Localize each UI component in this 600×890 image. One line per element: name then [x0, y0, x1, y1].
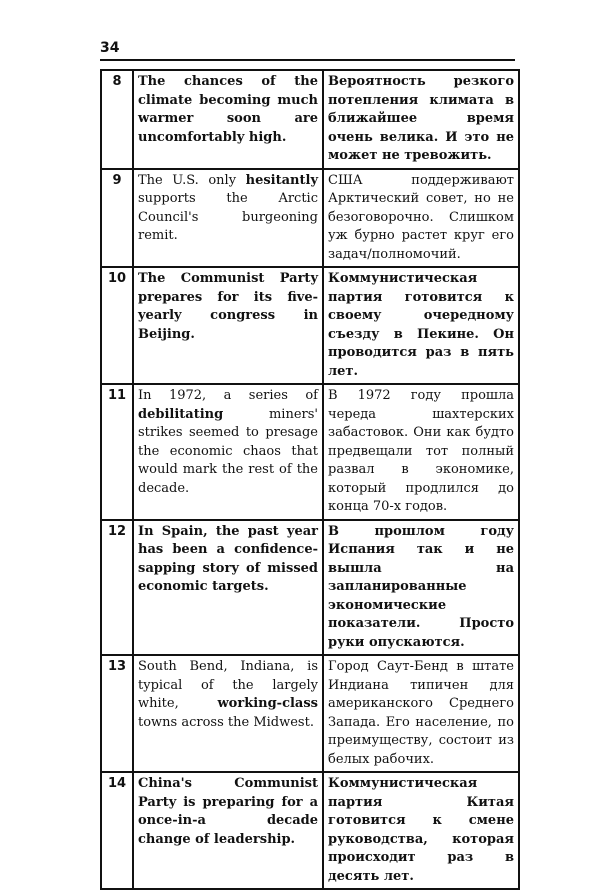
- english-key-phrase: once-in-a decade: [138, 813, 318, 828]
- english-fragment: supports the Arctic Council's burgeoning remit.: [138, 191, 318, 243]
- row-number: 13: [101, 655, 133, 772]
- english-fragment: The U.S. only: [138, 172, 246, 188]
- english-sentence: [133, 655, 323, 772]
- english-sentence: [133, 267, 323, 384]
- english-sentence: [133, 520, 323, 656]
- english-fragment: story of missed economic targets.: [138, 560, 318, 594]
- table-row: [101, 169, 519, 268]
- russian-translation: Коммунистическая партия готовится к своему очередному съезду в Пекине. Он проводится раз в пять лет.: [323, 267, 519, 384]
- table-row: [101, 772, 519, 889]
- english-fragment: In 1972, a series of: [138, 388, 318, 403]
- russian-translation: В 1972 году прошла череда шахтерских забастовок. Они как будто предвещали тот полный развал в экономике, который продлился до конца 70-х годов.: [323, 384, 519, 520]
- english-fragment: change of leadership.: [138, 831, 296, 847]
- english-sentence: [133, 169, 323, 268]
- english-key-phrase: working-class: [217, 696, 318, 711]
- table-row: [101, 655, 519, 772]
- row-number: 12: [101, 520, 133, 656]
- english-fragment: miners' strikes seemed to presage the economic chaos that would mark the rest of the decade.: [138, 406, 318, 496]
- english-fragment: uncomfortably high.: [138, 129, 287, 145]
- english-fragment: South Bend, Indiana, is typical of the largely white,: [138, 659, 318, 711]
- header-rule: [100, 59, 515, 61]
- english-sentence: [133, 70, 323, 169]
- english-fragment: The Communist Party prepares for its: [138, 271, 318, 305]
- translation-table: [100, 69, 520, 890]
- row-number: 14: [101, 772, 133, 889]
- table-row: [101, 384, 519, 520]
- russian-translation: Вероятность резкого потепления климата в ближайшее время очень велика. И это не может не тревожить.: [323, 70, 519, 169]
- english-sentence: [133, 772, 323, 889]
- russian-translation: В прошлом году Испания так и не вышла на запланированные экономические показатели. Просто руки опускаются.: [323, 520, 519, 656]
- row-number: 9: [101, 169, 133, 268]
- english-sentence: [133, 384, 323, 520]
- english-key-phrase: confidence-sapping: [138, 542, 318, 576]
- page-number: 34: [100, 40, 120, 56]
- row-number: 11: [101, 384, 133, 520]
- english-fragment: The chances of the climate becoming much warmer soon are: [138, 74, 318, 126]
- english-fragment: China's Communist Party is preparing for a: [138, 776, 318, 810]
- english-fragment: congress in Beijing.: [138, 308, 318, 342]
- table-row: [101, 267, 519, 384]
- english-fragment: towns across the Midwest.: [138, 714, 314, 730]
- russian-translation: Город Саут-Бенд в штате Индиана типичен для американского Среднего Запада. Его население, по преимуществу, состоит из белых рабочих.: [323, 655, 519, 772]
- russian-translation: США поддерживают Арктический совет, но не безоговорочно. Слишком уж бурно растет круг его задач/полномочий.: [323, 169, 519, 268]
- row-number: 10: [101, 267, 133, 384]
- english-fragment: In Spain, the past year has been a: [138, 523, 318, 557]
- table-row: [101, 520, 519, 656]
- row-number: 8: [101, 70, 133, 169]
- table-row: [101, 70, 519, 169]
- english-key-phrase: five-yearly: [138, 289, 318, 323]
- english-key-phrase: hesitantly: [245, 172, 318, 188]
- russian-translation: Коммунистическая партия Китая готовится к смене руководства, которая происходит раз в десять лет.: [323, 772, 519, 889]
- english-key-phrase: debilitating: [138, 406, 224, 422]
